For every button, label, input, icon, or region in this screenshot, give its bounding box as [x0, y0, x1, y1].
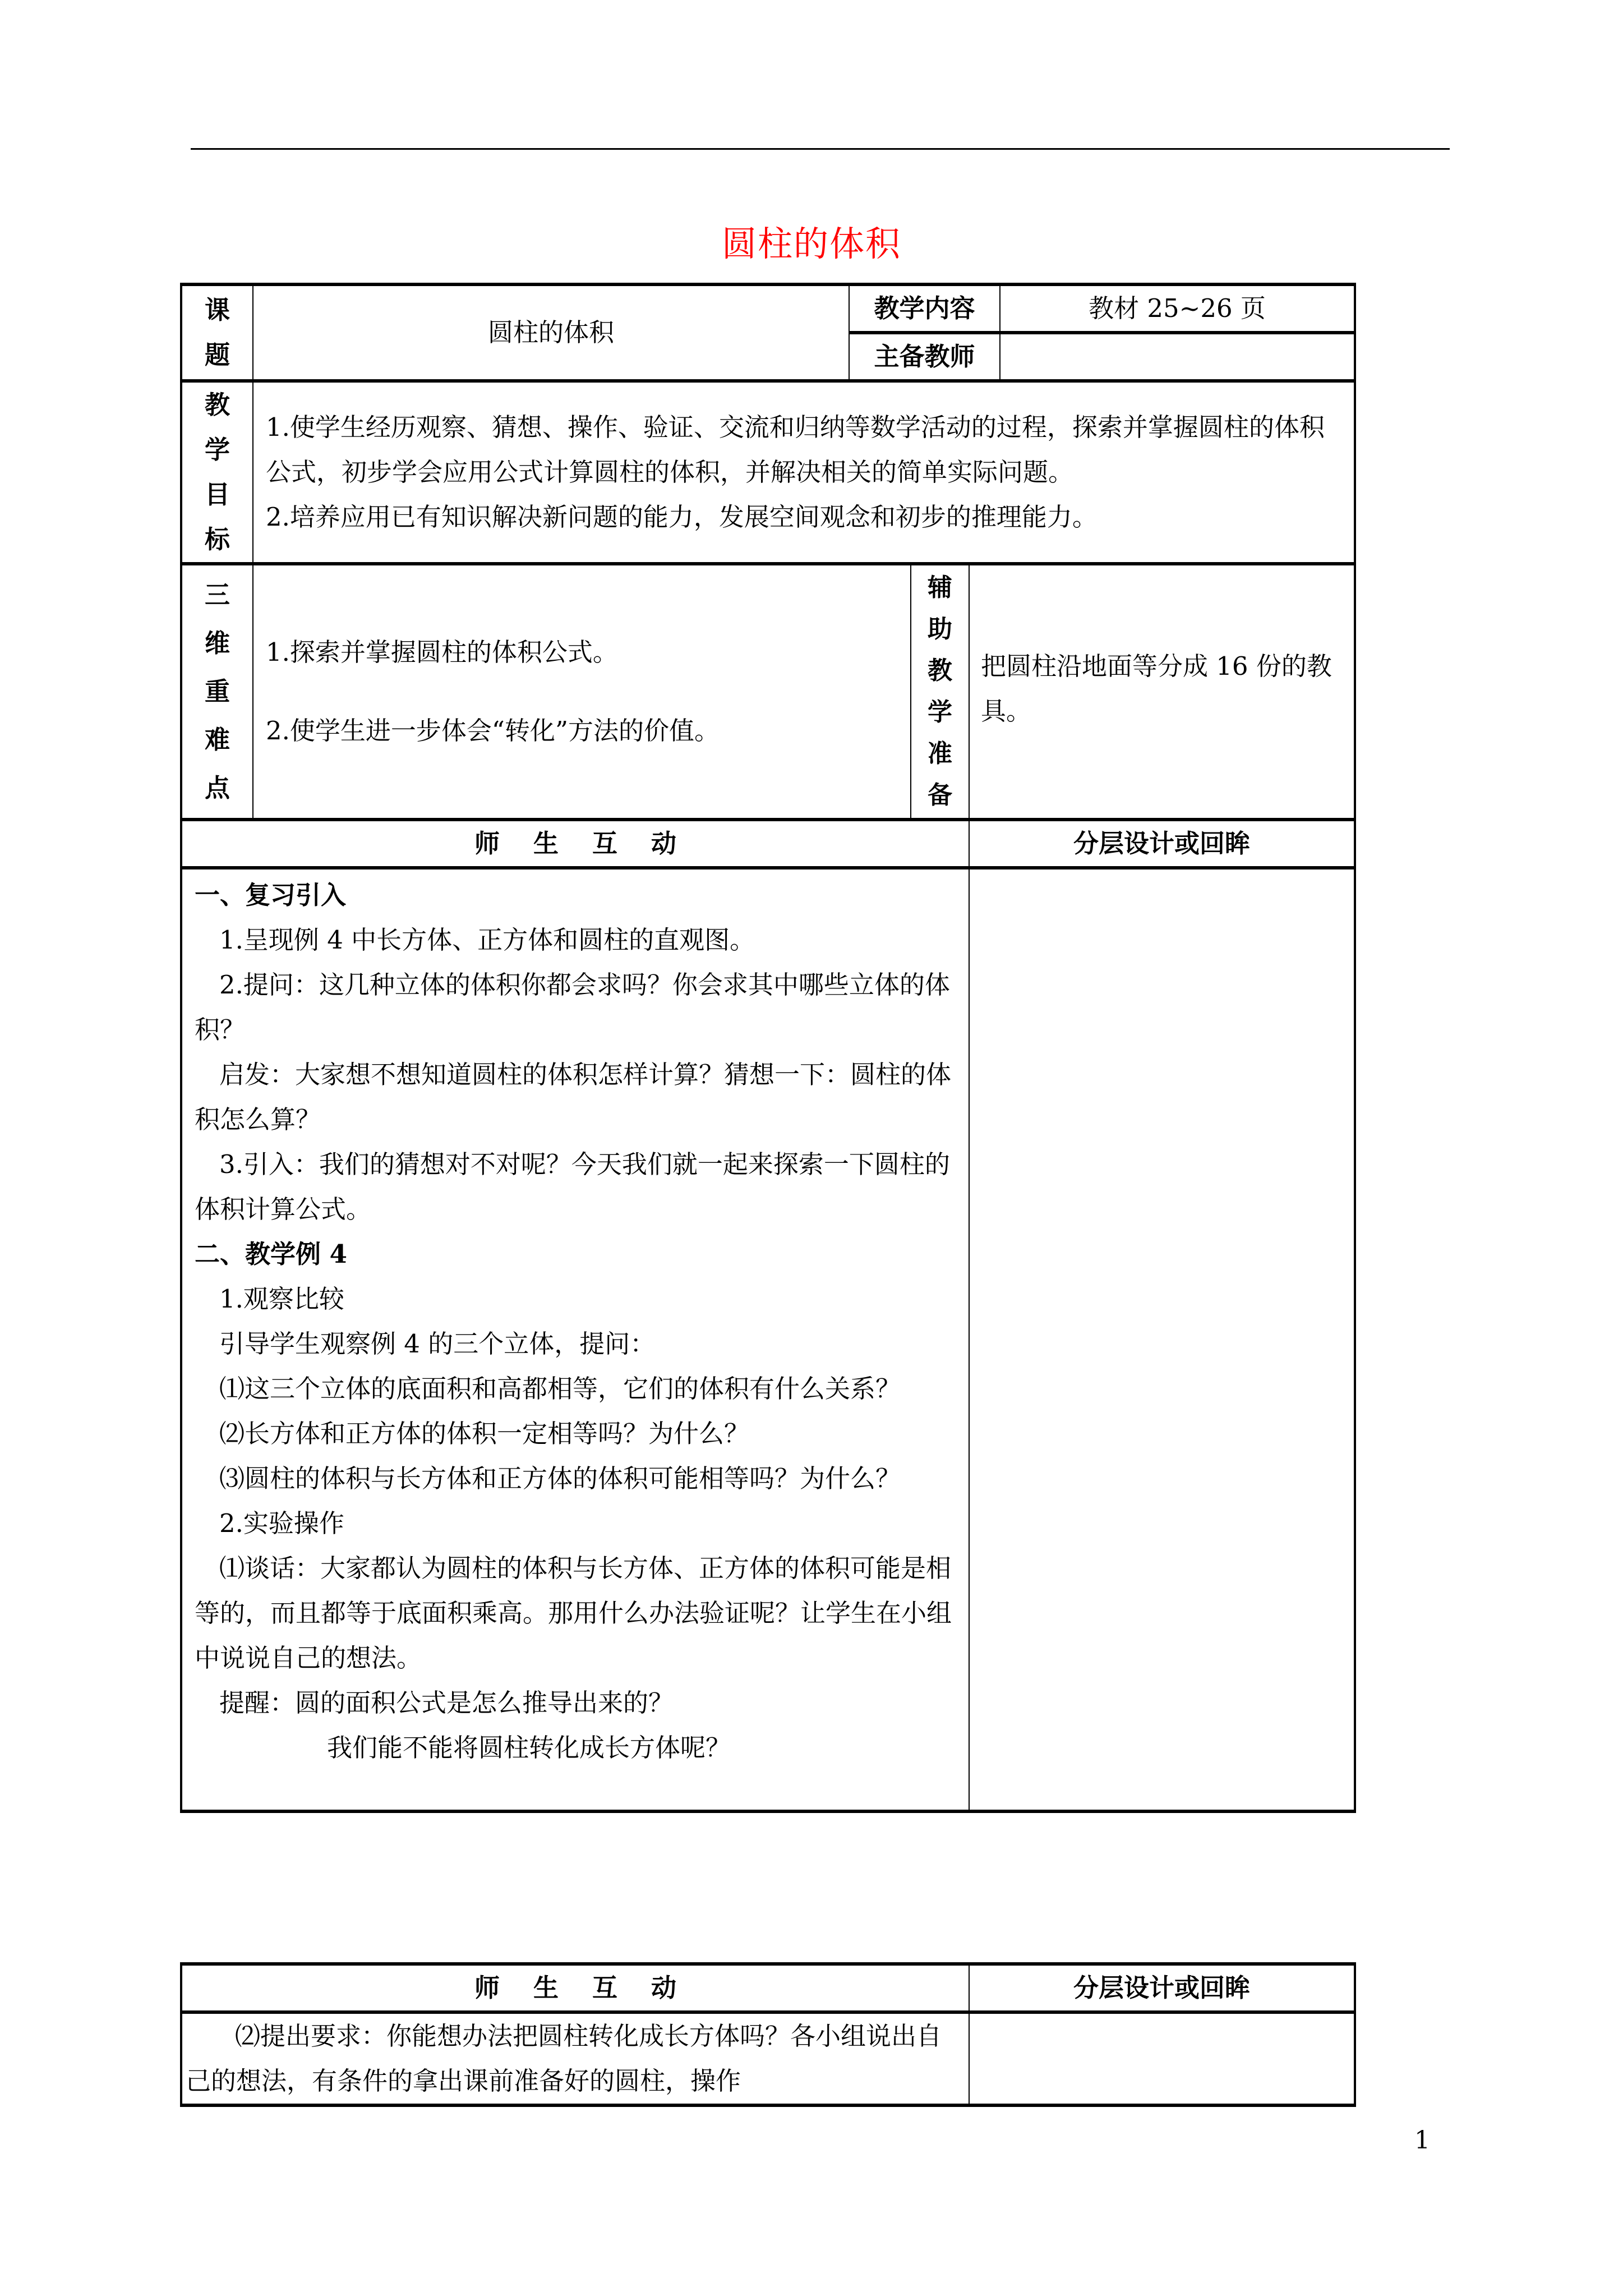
interaction-line: 启发：大家想不想知道圆柱的体积怎样计算？猜想一下：圆柱的体积怎么算？	[195, 1060, 952, 1134]
goals-content	[253, 381, 1355, 564]
interaction-line: 2.提问：这几种立体的体积你都会求吗？你会求其中哪些立体的体积？	[195, 970, 950, 1045]
interaction-line: ⑴这三个立体的底面积和高都相等，它们的体积有什么关系？	[219, 1374, 901, 1404]
continuation-content	[181, 2012, 969, 2105]
goal-item: 1.使学生经历观察、猜想、操作、验证、交流和归纳等数学活动的过程，探索并掌握圆柱的体积公式，初步学会应用公式计算圆柱的体积，并解决相关的简单实际问题。	[266, 412, 1325, 487]
goal-item: 2.培养应用已有知识解决新问题的能力，发展空间观念和初步的推理能力。	[266, 502, 1098, 532]
aids-content: 把圆柱沿地面等分成 16 份的教具。	[969, 564, 1355, 820]
header-rule	[191, 148, 1450, 150]
topic-value: 圆柱的体积	[253, 284, 849, 381]
notes-header-2: 分层设计或回眸	[969, 1964, 1355, 2012]
aids-label: 辅 助 教 学 准 备	[911, 564, 969, 820]
section-heading: 二、教学例 4	[195, 1239, 347, 1269]
interaction-line: 1.观察比较	[219, 1284, 344, 1314]
interaction-line: 我们能不能将圆柱转化成长方体呢？	[327, 1733, 731, 1763]
document-title: 圆柱的体积	[721, 223, 901, 264]
interaction-line: 3.引入：我们的猜想对不对呢？今天我们就一起来探索一下圆柱的体积计算公式。	[195, 1149, 950, 1224]
content-label: 教学内容	[849, 284, 1000, 333]
interaction-line: ⑶圆柱的体积与长方体和正方体的体积可能相等吗？为什么？	[219, 1464, 901, 1493]
key-point-item: 2.使学生进一步体会“转化”方法的价值。	[266, 716, 720, 746]
lesson-plan-table	[180, 283, 1356, 1813]
key-points-label: 三 维 重 难 点	[181, 564, 253, 820]
section-heading: 一、复习引入	[195, 880, 347, 910]
goals-label: 教 学 目 标	[181, 381, 253, 564]
interaction-line: ⑵长方体和正方体的体积一定相等吗？为什么？	[219, 1419, 750, 1448]
interaction-content	[181, 868, 969, 1811]
interaction-line: 引导学生观察例 4 的三个立体，提问：	[219, 1329, 656, 1359]
interaction-line: 1.呈现例 4 中长方体、正方体和圆柱的直观图。	[219, 925, 755, 955]
key-point-item: 1.探索并掌握圆柱的体积公式。	[266, 637, 618, 667]
interaction-header: 师生互动	[181, 820, 969, 868]
interaction-header-2: 师生互动	[181, 1964, 969, 2012]
interaction-line: 提醒：圆的面积公式是怎么推导出来的？	[219, 1688, 674, 1718]
continuation-table	[180, 1962, 1356, 2107]
interaction-line: ⑴谈话：大家都认为圆柱的体积与长方体、正方体的体积可能是相等的，而且都等于底面积乘高。那用什么办法验证呢？让学生在小组中说说自己的想法。	[195, 1553, 952, 1673]
interaction-line: ⑵提出要求：你能想办法把圆柱转化成长方体吗？各小组说出自己的想法，有条件的拿出课前准备好的圆柱，操作	[186, 2021, 942, 2096]
interaction-line: 2.实验操作	[219, 1508, 344, 1538]
teacher-value	[1000, 333, 1355, 381]
notes-content	[969, 868, 1355, 1811]
notes-header: 分层设计或回眸	[969, 820, 1355, 868]
page-number: 1	[1414, 2126, 1430, 2155]
content-value: 教材 25~26 页	[1000, 284, 1355, 333]
notes-content-2	[969, 2012, 1355, 2105]
key-points-content	[253, 564, 911, 820]
teacher-label: 主备教师	[849, 333, 1000, 381]
topic-label: 课 题	[181, 284, 253, 381]
